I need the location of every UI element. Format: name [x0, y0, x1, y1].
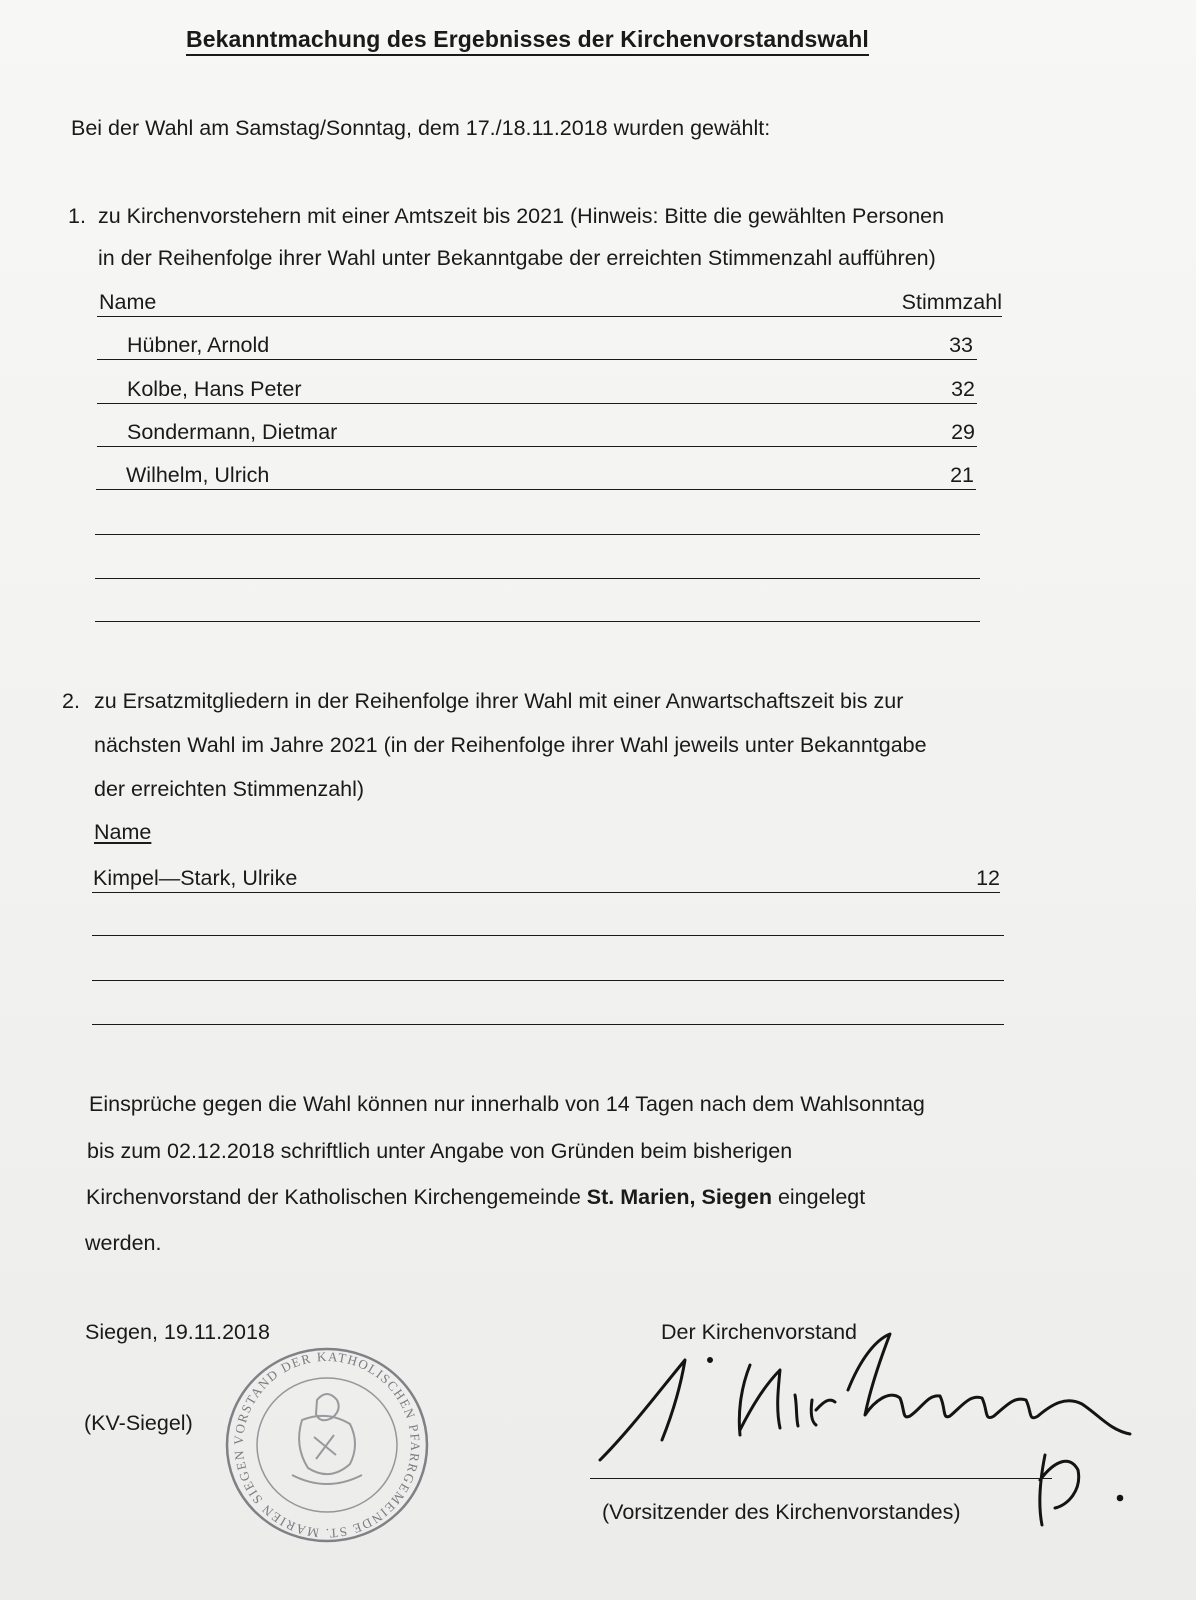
- member-name: Sondermann, Dietmar: [127, 420, 338, 444]
- section2-number: 2.: [62, 689, 80, 713]
- substitute-name: Kimpel—Stark, Ulrike: [93, 866, 298, 890]
- member-votes: 29: [951, 420, 975, 444]
- empty-entry-line: [92, 980, 1004, 981]
- table-row: [97, 331, 977, 360]
- section2-line3: der erreichten Stimmenzahl): [94, 777, 365, 801]
- table-row: [96, 461, 976, 490]
- section2-line2: nächsten Wahl im Jahre 2021 (in der Reihenfolge ihrer Wahl jeweils unter Bekanntgabe: [94, 733, 927, 757]
- section2-line1: zu Ersatzmitgliedern in der Reihenfolge ihrer Wahl mit einer Anwartschaftszeit bis zur: [94, 689, 904, 713]
- parish-seal-stamp: [222, 1345, 432, 1545]
- board-label: Der Kirchenvorstand: [661, 1320, 857, 1344]
- svg-text:VORSTAND DER KATHOLISCHEN PFAR: VORSTAND DER KATHOLISCHEN PFARRGEMEINDE ST. MARIEN SIEGEN: [230, 1348, 424, 1542]
- section1-line1: zu Kirchenvorstehern mit einer Amtszeit bis 2021 (Hinweis: Bitte die gewählten Personen: [98, 204, 945, 228]
- seal-label: (KV-Siegel): [84, 1411, 193, 1435]
- notice-line2: bis zum 02.12.2018 schriftlich unter Angabe von Gründen beim bisherigen: [87, 1139, 793, 1163]
- document-title: Bekanntmachung des Ergebnisses der Kirchenvorstandswahl: [186, 26, 869, 56]
- parish-name: St. Marien, Siegen: [586, 1185, 772, 1209]
- section2-col-name: Name: [94, 820, 152, 844]
- member-votes: 21: [950, 463, 974, 487]
- intro-text: Bei der Wahl am Samstag/Sonntag, dem 17./18.11.2018 wurden gewählt:: [71, 116, 771, 140]
- signature-line: [590, 1478, 1052, 1479]
- section1-line2: in der Reihenfolge ihrer Wahl unter Bekanntgabe der erreichten Stimmenzahl aufführen): [98, 246, 936, 270]
- notice-line4: werden.: [85, 1231, 162, 1255]
- member-name: Kolbe, Hans Peter: [127, 377, 302, 401]
- empty-entry-line: [95, 534, 980, 535]
- section1-col-votes: Stimmzahl: [901, 290, 1002, 314]
- chair-signature: [590, 1330, 1150, 1570]
- member-name: Wilhelm, Ulrich: [126, 463, 270, 487]
- section1-header-row: [97, 288, 1002, 317]
- table-row: [92, 864, 1000, 893]
- empty-entry-line: [92, 1024, 1004, 1025]
- section1-number: 1.: [68, 204, 86, 228]
- empty-entry-line: [95, 578, 980, 579]
- member-votes: 33: [949, 333, 973, 357]
- table-row: [97, 375, 977, 404]
- section1-col-name: Name: [99, 290, 157, 314]
- chair-label: (Vorsitzender des Kirchenvorstandes): [602, 1500, 961, 1524]
- empty-entry-line: [95, 621, 980, 622]
- notice-line3: Kirchenvorstand der Katholischen Kirchengemeinde St. Marien, Siegen eingelegt: [86, 1185, 866, 1209]
- place-date: Siegen, 19.11.2018: [85, 1320, 270, 1344]
- substitute-votes: 12: [976, 866, 1000, 890]
- empty-entry-line: [92, 935, 1004, 936]
- table-row: [97, 418, 977, 447]
- notice-line1: Einsprüche gegen die Wahl können nur innerhalb von 14 Tagen nach dem Wahlsonntag: [89, 1092, 925, 1116]
- member-votes: 32: [951, 377, 975, 401]
- member-name: Hübner, Arnold: [127, 333, 270, 357]
